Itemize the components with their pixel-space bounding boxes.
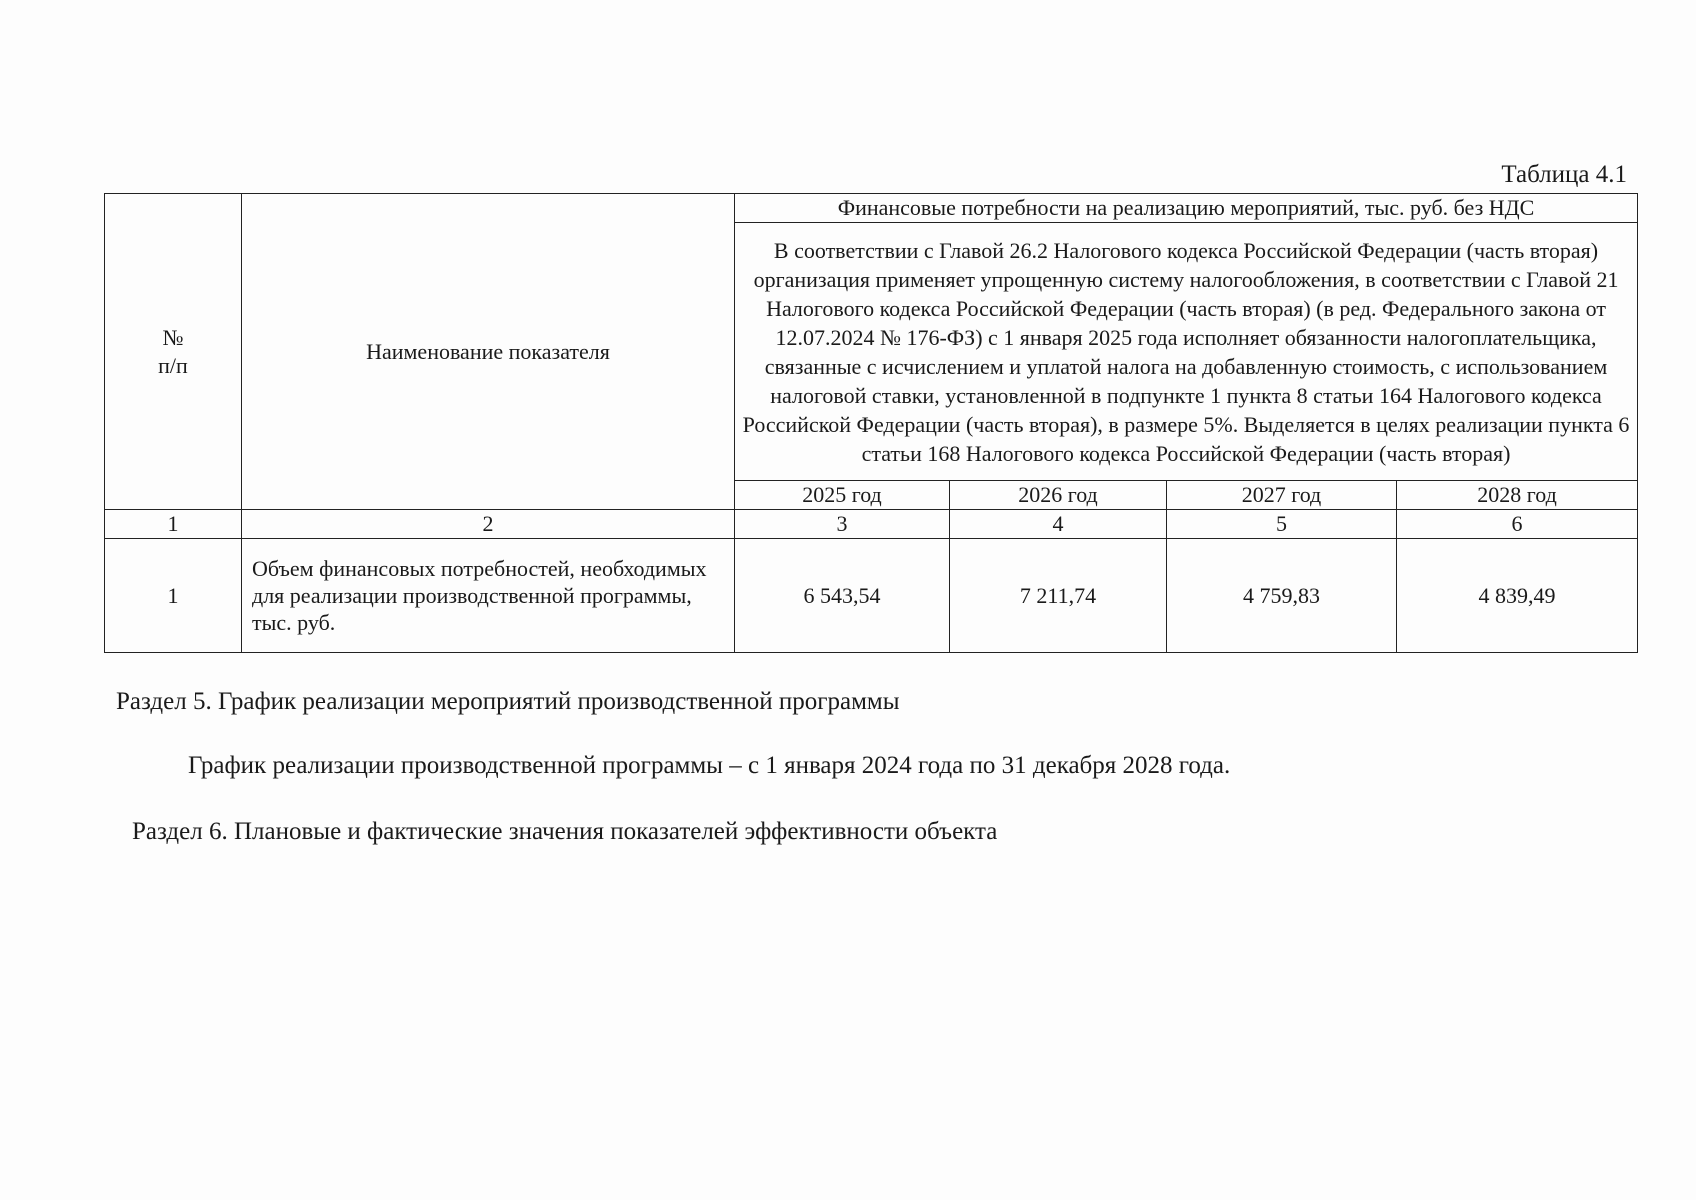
column-index: 3 xyxy=(735,510,950,539)
column-index: 2 xyxy=(242,510,735,539)
header-indicator-name: Наименование показателя xyxy=(242,194,735,510)
header-year-2026: 2026 год xyxy=(950,481,1167,510)
table-caption: Таблица 4.1 xyxy=(1501,161,1627,188)
row-indicator-name: Объем финансовых потребностей, необходимых для реализации производственной программы, тыс. руб. xyxy=(242,539,735,653)
section-5-title: Раздел 5. График реализации мероприятий производственной программы xyxy=(116,688,900,715)
section-6-title: Раздел 6. Плановые и фактические значения показателей эффективности объекта xyxy=(132,818,998,845)
row-value-2025: 6 543,54 xyxy=(735,539,950,653)
column-index: 1 xyxy=(105,510,242,539)
header-year-2028: 2028 год xyxy=(1397,481,1638,510)
header-year-2027: 2027 год xyxy=(1167,481,1397,510)
table-row xyxy=(105,539,1638,653)
header-financial-needs: Финансовые потребности на реализацию мероприятий, тыс. руб. без НДС xyxy=(735,194,1638,223)
column-index: 4 xyxy=(950,510,1167,539)
row-value-2028: 4 839,49 xyxy=(1397,539,1638,653)
header-number-label: № п/п xyxy=(158,324,188,378)
column-index: 6 xyxy=(1397,510,1638,539)
row-number: 1 xyxy=(105,539,242,653)
column-index-row xyxy=(105,510,1638,539)
column-index: 5 xyxy=(1167,510,1397,539)
section-5-text: График реализации производственной программы – с 1 января 2024 года по 31 декабря 2028 года. xyxy=(188,752,1231,779)
row-value-2026: 7 211,74 xyxy=(950,539,1167,653)
header-tax-note: В соответствии с Главой 26.2 Налогового кодекса Российской Федерации (часть вторая) организация применяет упрощенную систему налогообложения, в соответствии с Главой 21 Налогового кодекса Российской Федерации (часть вторая) (в ред. Федерального закона от 12.07.2024 № 176-ФЗ) с 1 января 2025 года исполняет обязанности налогоплательщика, связанные с исчислением и уплатой налога на добавленную стоимость, с использованием налоговой ставки, установленной в подпункте 1 пункта 8 статьи 164 Налогового кодекса Российской Федерации (часть вторая), в размере 5%. Выделяется в целях реализации пункта 6 статьи 168 Налогового кодекса Российской Федерации (часть вторая) xyxy=(735,223,1638,481)
header-row-number xyxy=(105,194,242,510)
row-value-2027: 4 759,83 xyxy=(1167,539,1397,653)
financial-needs-table xyxy=(104,193,1638,653)
header-year-2025: 2025 год xyxy=(735,481,950,510)
